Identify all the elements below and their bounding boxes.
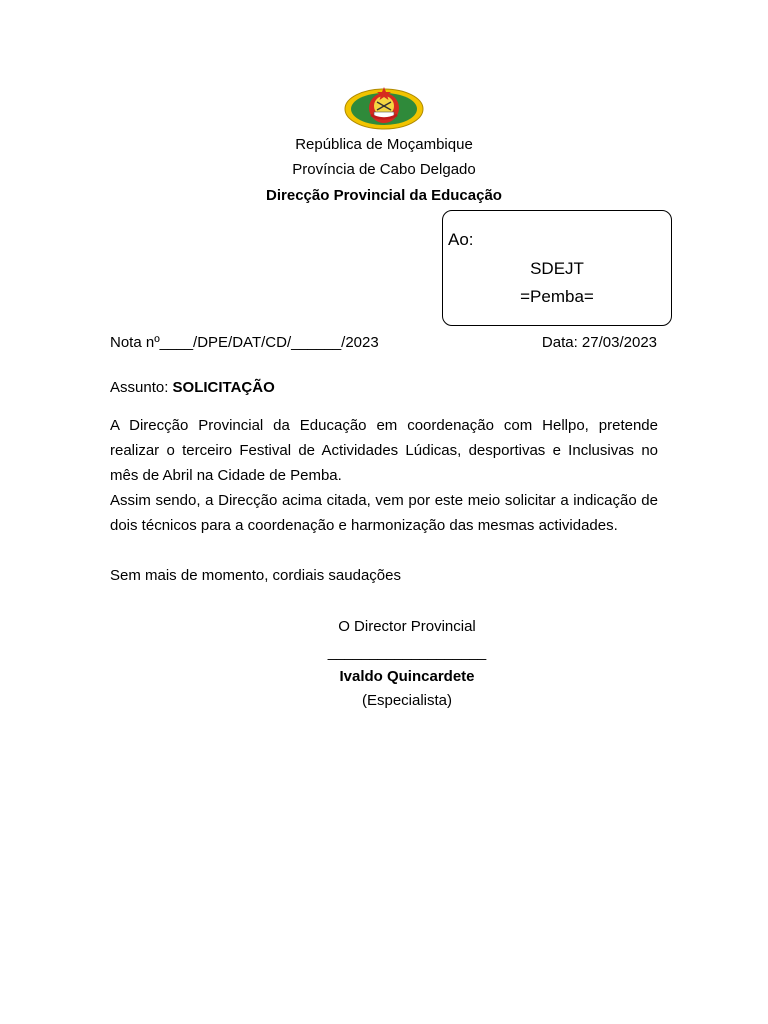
document-date: Data: 27/03/2023	[541, 334, 657, 351]
signature-line: ___________________	[327, 644, 487, 661]
recipient-name: SDEJT	[530, 259, 584, 278]
signatory-title: (Especialista)	[361, 692, 453, 709]
body-paragraph-2: Assim sendo, a Direcção acima citada, vem por este meio solicitar a indicação de dois técnicos para a coordenação e harmonização das mesmas actividades.	[110, 492, 658, 534]
body-paragraph-1: A Direcção Provincial da Educação em coordenação com Hellpo, pretende realizar o terceiro Festival de Actividades Lúdicas, desportivas e Inclusivas no mês de Abril na Cidade de Pemba.	[110, 417, 658, 484]
closing-line: Sem mais de momento, cordiais saudações	[110, 567, 401, 584]
header-directorate: Direcção Provincial da Educação	[266, 187, 502, 204]
header-republic: República de Moçambique	[295, 136, 473, 153]
header-province: Província de Cabo Delgado	[292, 161, 476, 178]
signatory-name: Ivaldo Quincardete	[339, 668, 475, 685]
mozambique-coat-of-arms-icon	[343, 84, 425, 130]
recipient-box	[442, 210, 672, 326]
recipient-label: Ao:	[448, 230, 474, 249]
subject-line	[110, 379, 275, 396]
recipient-place: =Pemba=	[520, 287, 594, 306]
subject-value: SOLICITAÇÃO	[172, 379, 275, 396]
subject-label: Assunto:	[110, 379, 169, 396]
letter-body	[110, 413, 658, 538]
note-number: Nota nº____/DPE/DAT/CD/______/2023	[110, 334, 379, 351]
signature-role: O Director Provincial	[338, 618, 476, 635]
